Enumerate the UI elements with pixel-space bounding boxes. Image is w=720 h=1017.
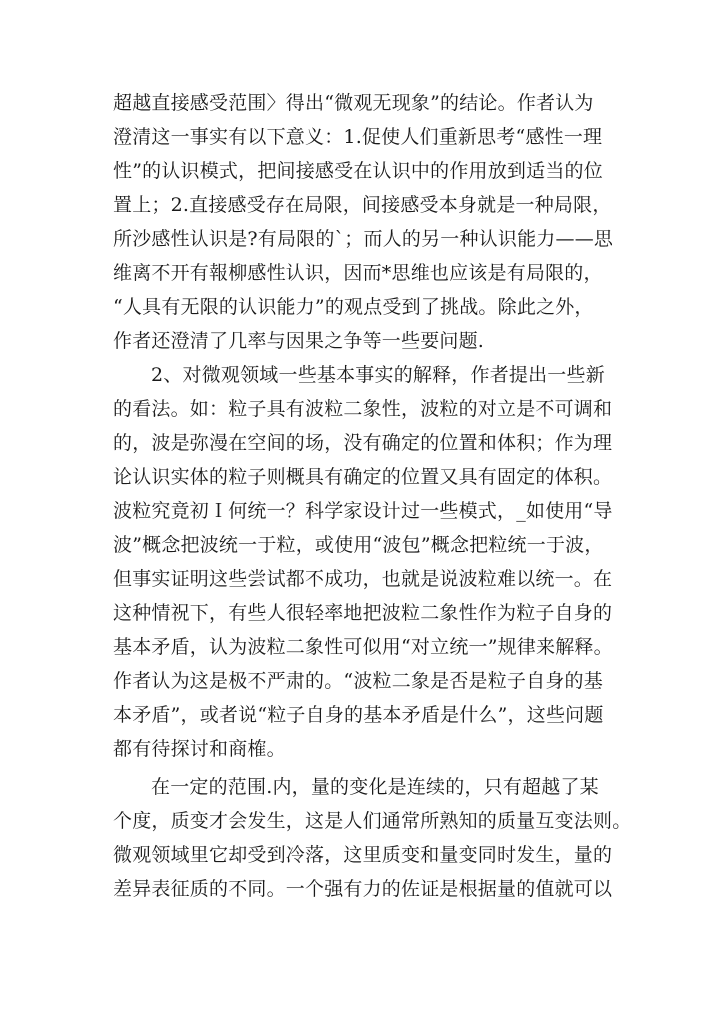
text-line: 波”概念把波统一于粒，或使用“波包”概念把粒统一于波，: [113, 534, 604, 556]
text-line: 所沙感性认识是?有局限的`；而人的另一种认识能力——思: [113, 228, 614, 250]
text-line: 本矛盾”，或者说“粒子自身的基本矛盾是什么”，这些问题: [113, 704, 604, 726]
paragraph-start-line: 在一定的范围.内，量的变化是连续的，只有超越了某: [151, 776, 599, 798]
text-line: 微观领域里它却受到冷落，这里质变和量变同时发生，量的: [113, 844, 613, 866]
paragraph-start-line: 2、对微观领域一些基本事实的解释，作者提出一些新: [151, 364, 605, 386]
text-line: 超越直接感受范围〉得出“微观无现象”的结论。作者认为: [113, 92, 594, 114]
text-line: 都有待探讨和商榷。: [113, 738, 286, 760]
text-line: 置上；2.直接感受存在局限，间接感受本身就是一种局限，: [113, 194, 612, 216]
text-line: 个度，质变才会发生，这是人们通常所熟知的质量互变法则。: [113, 810, 632, 832]
text-line: 作者还澄清了几率与因果之争等一些要问题.: [113, 330, 485, 352]
text-line: 作者认为这是极不严肃的。“波粒二象是否是粒子自身的基: [113, 670, 603, 692]
text-line: “人具有无限的认识能力”的观点受到了挑战。除此之外，: [113, 296, 594, 318]
text-line: 的看法。如：粒子具有波粒二象性，波粒的对立是不可调和: [113, 398, 613, 420]
text-line: 论认识实体的粒子则概具有确定的位置又具有固定的体积。: [113, 466, 613, 488]
text-line: 但事实证明这些尝试都不成功，也就是说波粒难以统一。在: [113, 568, 613, 590]
text-line: 的，波是弥漫在空间的场，没有确定的位置和体积；作为理: [113, 432, 613, 454]
text-line: 性”的认识模式，把间接感受在认识中的作用放到适当的位: [113, 160, 603, 182]
text-line: 澄清这一事实有以下意义：1.促使人们重新思考“感性一理: [113, 126, 603, 148]
text-line: 基本矛盾，认为波粒二象性可似用“对立统一”规律来解释。: [113, 636, 613, 658]
text-line: 这种情祝下，有些人很轻率地把波粒二象性作为粒子自身的: [113, 602, 613, 624]
text-line: 维离不开有報柳感性认识，因而*思维也应该是有局限的，: [113, 262, 603, 284]
text-line: 波粒究竟初Ｉ何统一？科学家设计过一些模式，_如使用“导: [113, 500, 613, 522]
text-line: 差异表征质的不同。一个强有力的佐证是根据量的值就可以: [113, 878, 613, 900]
